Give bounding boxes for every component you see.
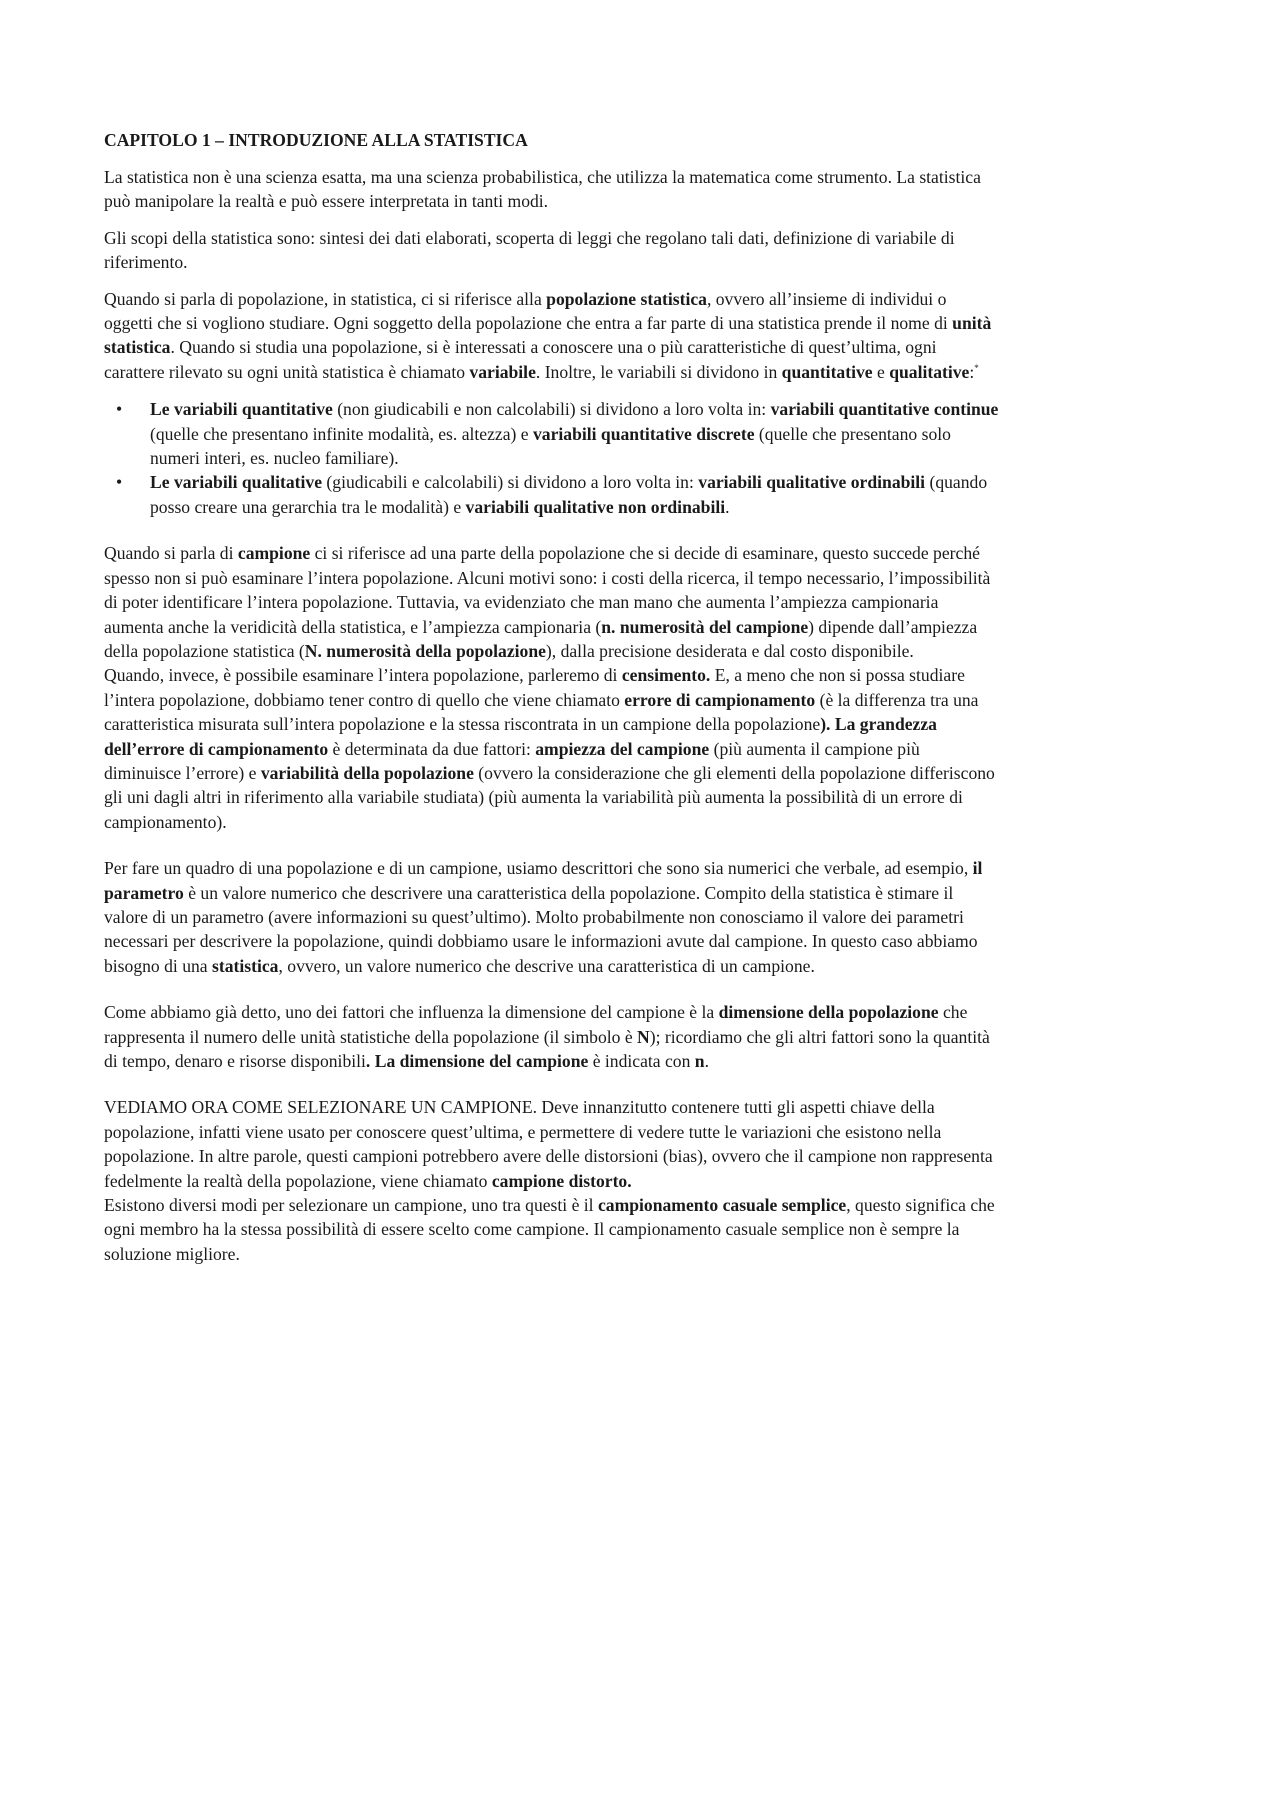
term-campione-distorto: campione distorto.	[491, 1170, 632, 1191]
term-numerosita-campione: n. numerosità del campione	[601, 616, 809, 637]
chapter-title: CAPITOLO 1 – INTRODUZIONE ALLA STATISTICA	[104, 130, 528, 150]
text-run: Quando si parla di popolazione, in statistica, ci si riferisce alla	[104, 288, 547, 309]
term-variabile: variabile	[469, 361, 536, 382]
text-run: .	[704, 1051, 709, 1071]
paragraph-sample	[104, 541, 999, 663]
text-run: (ovvero la considerazione che gli elementi della popolazione differiscono gli uni dagli altri in riferimento alla variabile studiata) (più aumenta la variabilità più aumenta la possibilità di un errore di campionamento).	[104, 762, 995, 832]
term-qualitative-non-ordinabili: variabili qualitative non ordinabili	[465, 496, 726, 517]
term-unita-statistica: unità statistica	[104, 313, 992, 358]
text-run: Quando si parla di	[104, 543, 238, 564]
term-statistica: statistica	[212, 955, 279, 976]
term-censimento: censimento.	[621, 665, 711, 686]
term-dimensione-campione: . La dimensione del campione	[365, 1051, 589, 1071]
term-campione: campione	[237, 543, 311, 564]
text-run: Per fare un quadro di una popolazione e di un campione, usiamo descrittori che sono sia numerici che verbale, ad esempio,	[104, 858, 973, 879]
paragraph-simple-random-sampling	[104, 1193, 999, 1266]
term-dimensione-popolazione: dimensione della popolazione	[718, 1002, 939, 1023]
text-run: ), dalla precisione desiderata e dal costo disponibile.	[545, 640, 914, 661]
paragraph-parameter	[104, 856, 999, 978]
term-quantitative-continue: variabili quantitative continue	[770, 399, 999, 420]
paragraph-intro: La statistica non è una scienza esatta, ma una scienza probabilistica, che utilizza la matematica come strumento. La statistica può manipolare la realtà e può essere interpretata in tanti modi.	[104, 167, 981, 212]
paragraph-sample-selection	[104, 1095, 999, 1193]
text-run: , questo significa che ogni membro ha la stessa possibilità di essere scelto come campione. Il campionamento casuale semplice non è sempre la soluzione migliore.	[104, 1195, 995, 1264]
bullet-icon: •	[116, 472, 123, 493]
term-campionamento-casuale-semplice: campionamento casuale semplice	[597, 1195, 847, 1216]
list-item	[104, 397, 999, 470]
text-run: (quelle che presentano solo numeri interi, es. nucleo familiare).	[150, 423, 951, 469]
term-variabili-qualitative: Le variabili qualitative	[150, 472, 323, 493]
text-run: è determinata da due fattori:	[328, 738, 536, 759]
text-run: (giudicabili e calcolabili) si dividono a loro volta in:	[322, 472, 699, 493]
text-run: che rappresenta il numero delle unità statistiche della popolazione (il simbolo è	[104, 1002, 968, 1047]
text-run: e	[872, 361, 890, 382]
text-run: (più aumenta il campione più diminuisce l’errore) e	[104, 738, 920, 783]
text-run: :	[969, 361, 975, 382]
text-run: . Quando si studia una popolazione, si è interessati a conoscere una o più caratteristiche di quest’ultima, ogni carattere rilevato su ogni unità statistica è chiamato	[104, 337, 937, 382]
symbol-N: N	[637, 1026, 650, 1047]
symbol-n: n	[694, 1051, 705, 1071]
term-variabili-quantitative: Le variabili quantitative	[150, 399, 333, 420]
term-grandezza-errore: ). La grandezza dell’errore di campionamento	[104, 714, 937, 759]
text-run: (non giudicabili e non calcolabili) si dividono a loro volta in:	[332, 399, 771, 420]
footnote-marker: *	[974, 362, 979, 373]
term-qualitative: qualitative	[889, 361, 970, 382]
text-run: Quando, invece, è possibile esaminare l’intera popolazione, parleremo di	[104, 665, 622, 686]
document-body	[104, 128, 999, 1266]
text-run: . Inoltre, le variabili si dividono in	[535, 361, 782, 382]
variable-types-list	[104, 397, 999, 519]
text-run: VEDIAMO ORA COME SELEZIONARE UN CAMPIONE. Deve innanzitutto contenere tutti gli aspetti chiave della popolazione, infatti viene usato per conoscere quest’ultima, e permettere di vedere tutte le variazioni che esistono nella popolazione. In altre parole, questi campioni potrebbero avere delle distorsioni (bias), ovvero che il campione non rappresenta fedelmente la realtà della popolazione, viene chiamato	[104, 1097, 993, 1191]
text-run: ci si riferisce ad una parte della popolazione che si decide di esaminare, questo succede perché spesso non si può esaminare l’intera popolazione. Alcuni motivi sono: i costi della ricerca, il tempo necessario, l’impossibilità di poter identificare l’intera popolazione. Tuttavia, va evidenziato che man mano che aumenta l’ampiezza campionaria aumenta anche la veridicità della statistica, e l’ampiezza campionaria (	[104, 543, 991, 637]
text-run: ) dipende dall’ampiezza della popolazione statistica (	[104, 616, 978, 661]
term-qualitative-ordinabili: variabili qualitative ordinabili	[698, 472, 926, 493]
term-popolazione-statistica: popolazione statistica	[546, 288, 707, 309]
paragraph-census	[104, 663, 999, 834]
text-run: Esistono diversi modi per selezionare un campione, uno tra questi è il	[104, 1195, 598, 1216]
term-numerosita-popolazione: N. numerosità della popolazione	[304, 640, 546, 661]
term-variabilita-popolazione: variabilità della popolazione	[260, 762, 474, 783]
text-run: , ovvero all’insieme di individui o oggetti che si vogliono studiare. Ogni soggetto della popolazione che entra a far parte di una statistica prende il nome di	[104, 288, 953, 334]
term-quantitative: quantitative	[781, 361, 873, 382]
term-errore-campionamento: errore di campionamento	[624, 689, 816, 710]
text-run: è indicata con	[588, 1051, 695, 1071]
term-quantitative-discrete: variabili quantitative discrete	[532, 423, 755, 444]
paragraph-aims: Gli scopi della statistica sono: sintesi dei dati elaborati, scoperta di leggi che regolano tali dati, definizione di variabile di riferimento.	[104, 227, 955, 273]
text-run: E, a meno che non si possa studiare l’intera popolazione, dobbiamo tener contro di quello che viene chiamato	[104, 665, 965, 710]
bullet-icon: •	[116, 399, 123, 420]
term-ampiezza-campione: ampiezza del campione	[535, 738, 710, 759]
text-run: (quelle che presentano infinite modalità, es. altezza) e	[150, 423, 533, 444]
text-run: .	[725, 496, 730, 517]
text-run: (quando posso creare una gerarchia tra le modalità) e	[150, 472, 988, 517]
list-item	[104, 470, 999, 519]
paragraph-population-size	[104, 1000, 999, 1073]
paragraph-population	[104, 287, 999, 385]
text-run: (è la differenza tra una caratteristica misurata sull’intera popolazione e la stessa riscontrata in un campione della popolazione	[104, 689, 979, 735]
text-run: , ovvero, un valore numerico che descrive una caratteristica di un campione.	[278, 955, 815, 976]
text-run: Come abbiamo già detto, uno dei fattori che influenza la dimensione del campione è la	[104, 1002, 719, 1023]
text-run: è un valore numerico che descrivere una caratteristica della popolazione. Compito della statistica è stimare il valore di un parametro (avere informazioni su quest’ultimo). Molto probabilmente non conosciamo il valore dei parametri necessari per descrivere la popolazione, quindi dobbiamo usare le informazioni avute dal campione. In questo caso abbiamo bisogno di una	[104, 882, 978, 976]
term-parametro: il parametro	[104, 858, 983, 903]
text-run: ); ricordiamo che gli altri fattori sono la quantità di tempo, denaro e risorse disponibili	[104, 1026, 990, 1071]
